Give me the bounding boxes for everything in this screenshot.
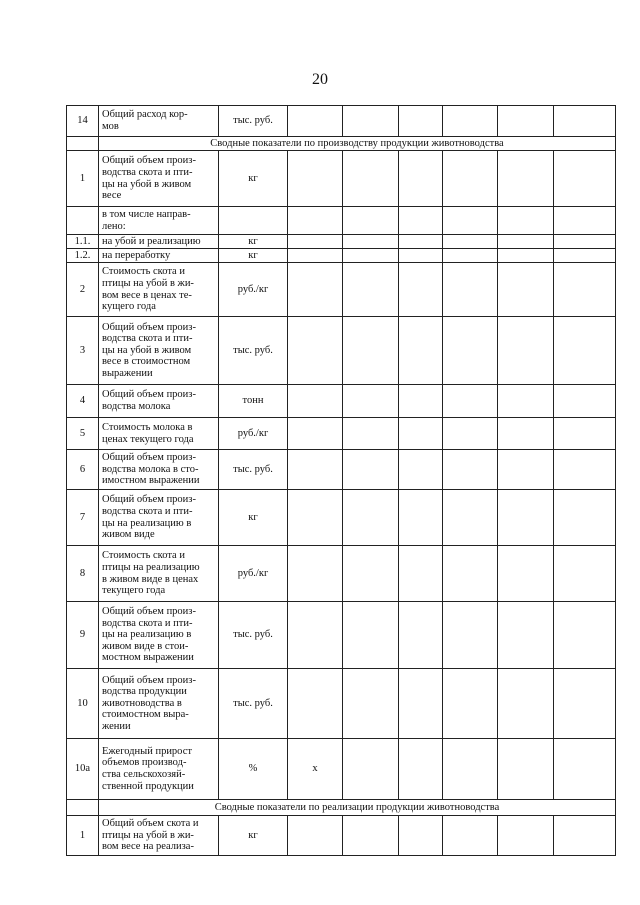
table-row [67,249,616,263]
value-cell [498,490,554,546]
value-cell [498,317,554,385]
value-cell [554,490,616,546]
indicator-name: Общий объем произ- водства скота и пти- цы на реализацию в живом виде в стои- мостном выражении [99,602,219,669]
section-number-cell [67,137,99,151]
value-cell [443,385,498,418]
table-row [67,207,616,235]
value-cell [498,385,554,418]
value-cell [399,418,443,450]
value-cell [343,739,399,800]
value-cell [343,450,399,490]
unit-of-measure: тонн [219,385,288,418]
value-cell [498,816,554,856]
table-row [67,263,616,317]
value-cell [399,317,443,385]
value-cell [498,263,554,317]
value-cell [399,546,443,602]
value-cell [399,263,443,317]
row-number: 3 [67,317,99,385]
value-cell [288,151,343,207]
indicator-name: Общий объем произ- водства скота и пти- цы на реализацию в живом виде [99,490,219,546]
table-row [67,235,616,249]
value-cell [399,816,443,856]
value-cell [399,739,443,800]
value-cell [554,450,616,490]
unit-of-measure: кг [219,151,288,207]
value-cell [399,669,443,739]
value-cell [343,418,399,450]
value-cell [288,235,343,249]
unit-of-measure: кг [219,249,288,263]
value-cell [554,602,616,669]
table-row [67,816,616,856]
value-cell [443,490,498,546]
row-number: 14 [67,106,99,137]
value-cell [498,739,554,800]
table-row [67,151,616,207]
value-cell [554,385,616,418]
value-cell [343,263,399,317]
value-cell [343,235,399,249]
table-row [67,385,616,418]
unit-of-measure: % [219,739,288,800]
value-cell [288,385,343,418]
value-cell [343,385,399,418]
table-row [67,418,616,450]
table-row [67,669,616,739]
row-number: 5 [67,418,99,450]
value-cell [554,739,616,800]
indicator-name: на убой и реализацию [99,235,219,249]
row-number: 10а [67,739,99,800]
value-cell [443,418,498,450]
value-cell [443,317,498,385]
value-cell [443,106,498,137]
table-row [67,106,616,137]
row-number: 1 [67,151,99,207]
value-cell [399,490,443,546]
value-cell [554,263,616,317]
indicator-name: Стоимость скота и птицы на реализацию в живом виде в ценах текущего года [99,546,219,602]
value-cell [288,490,343,546]
value-cell [554,669,616,739]
row-number: 1 [67,816,99,856]
unit-of-measure: руб./кг [219,418,288,450]
section-title: Сводные показатели по реализации продукции животноводства [99,800,616,816]
unit-of-measure: кг [219,235,288,249]
indicator-name: Общий объем произ- водства продукции животноводства в стоимостном выра- жении [99,669,219,739]
value-cell [498,249,554,263]
value-cell [288,816,343,856]
value-cell [343,106,399,137]
value-cell [443,263,498,317]
indicator-name: Общий объем произ- водства скота и пти- цы на убой в живом весе в стоимостном выражении [99,317,219,385]
value-cell [343,490,399,546]
section-number-cell [67,800,99,816]
indicator-name: Ежегодный прирост объемов производ- ства сельскохозяй- ственной продукции [99,739,219,800]
value-cell [554,418,616,450]
value-cell [343,317,399,385]
unit-of-measure: тыс. руб. [219,106,288,137]
value-cell [498,669,554,739]
row-number [67,207,99,235]
indicator-name: Стоимость молока в ценах текущего года [99,418,219,450]
indicator-name: Общий расход кор- мов [99,106,219,137]
section-header-row [67,800,616,816]
value-cell [343,249,399,263]
unit-of-measure: тыс. руб. [219,317,288,385]
value-cell [443,249,498,263]
value-cell [399,151,443,207]
value-cell [288,546,343,602]
unit-of-measure: тыс. руб. [219,450,288,490]
table-row [67,546,616,602]
value-cell [554,546,616,602]
section-title: Сводные показатели по производству продукции животноводства [99,137,616,151]
row-number: 1.2. [67,249,99,263]
value-cell [343,816,399,856]
value-cell [399,235,443,249]
value-cell [554,317,616,385]
table-row [67,602,616,669]
indicator-name: на переработку [99,249,219,263]
value-cell [288,317,343,385]
table-row [67,450,616,490]
indicator-name: Общий объем произ- водства молока [99,385,219,418]
table-row [67,317,616,385]
value-cell [343,546,399,602]
value-cell [443,602,498,669]
unit-of-measure: тыс. руб. [219,602,288,669]
value-cell [443,669,498,739]
value-cell [498,235,554,249]
value-cell [498,418,554,450]
value-cell [554,816,616,856]
value-cell [399,450,443,490]
unit-of-measure: тыс. руб. [219,669,288,739]
value-cell [288,418,343,450]
row-number: 7 [67,490,99,546]
value-cell [288,249,343,263]
unit-of-measure: руб./кг [219,263,288,317]
value-cell [498,207,554,235]
value-cell [443,235,498,249]
value-cell [443,739,498,800]
row-number: 1.1. [67,235,99,249]
value-cell [288,106,343,137]
row-number: 4 [67,385,99,418]
row-number: 8 [67,546,99,602]
value-cell [288,669,343,739]
value-cell [399,207,443,235]
value-cell [443,151,498,207]
value-cell [399,602,443,669]
value-cell [399,249,443,263]
unit-of-measure: руб./кг [219,546,288,602]
table-row [67,739,616,800]
value-cell [288,602,343,669]
value-cell [443,816,498,856]
indicator-name: Общий объем произ- водства молока в сто- имостном выражении [99,450,219,490]
row-number: 9 [67,602,99,669]
value-cell [343,207,399,235]
value-cell [288,450,343,490]
row-number: 10 [67,669,99,739]
page-number: 20 [312,71,328,88]
value-cell [498,151,554,207]
row-number: 2 [67,263,99,317]
value-cell [399,106,443,137]
value-cell [554,207,616,235]
value-cell: х [288,739,343,800]
value-cell [498,106,554,137]
value-cell [443,546,498,602]
indicator-name: Стоимость скота и птицы на убой в жи- вом весе в ценах те- кущего года [99,263,219,317]
value-cell [554,249,616,263]
value-cell [343,669,399,739]
livestock-indicators-table [66,105,616,856]
value-cell [498,602,554,669]
value-cell [498,450,554,490]
value-cell [554,106,616,137]
unit-of-measure: кг [219,490,288,546]
row-number: 6 [67,450,99,490]
value-cell [554,151,616,207]
value-cell [443,207,498,235]
unit-of-measure: кг [219,816,288,856]
section-header-row [67,137,616,151]
value-cell [288,263,343,317]
value-cell [554,235,616,249]
unit-of-measure [219,207,288,235]
indicator-name: Общий объем скота и птицы на убой в жи- вом весе на реализа- [99,816,219,856]
value-cell [343,602,399,669]
indicator-name: в том числе направ- лено: [99,207,219,235]
table-row [67,490,616,546]
value-cell [498,546,554,602]
value-cell [288,207,343,235]
indicator-name: Общий объем произ- водства скота и пти- цы на убой в живом весе [99,151,219,207]
value-cell [399,385,443,418]
value-cell [443,450,498,490]
value-cell [343,151,399,207]
